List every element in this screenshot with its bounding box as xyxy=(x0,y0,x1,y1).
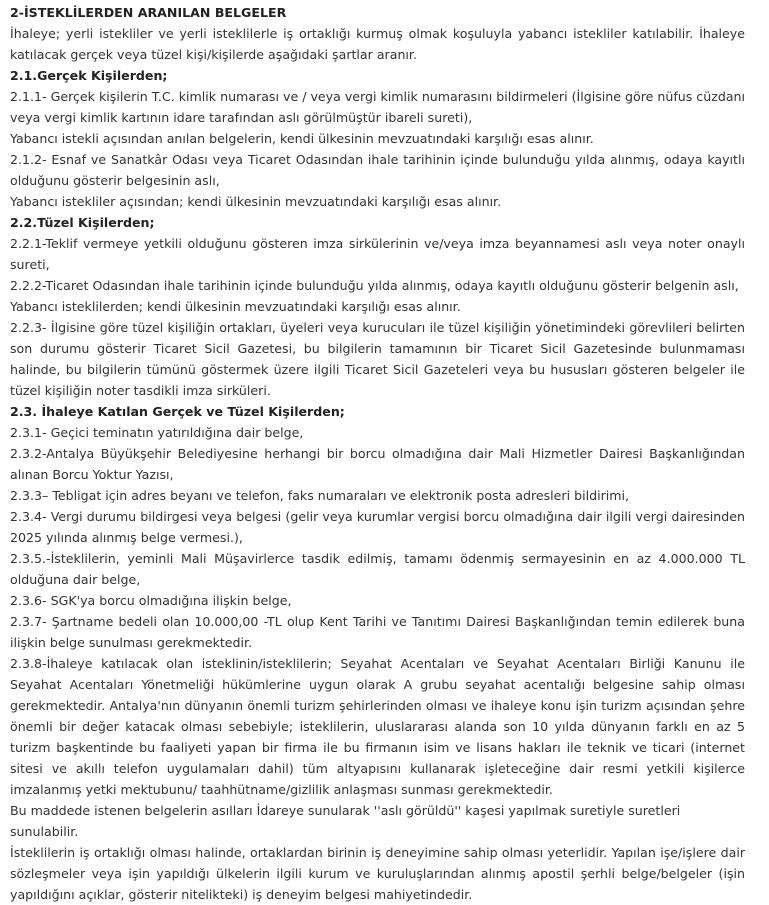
item-2-3-4: 2.3.4- Vergi durumu bildirgesi veya belgesi (gelir veya kurumlar vergisi borcu olmadığına dair ilgili vergi dairesinden 2025 yılında alınmış belge vermesi.), xyxy=(10,509,745,545)
item-2-1-2: 2.1.2- Esnaf ve Sanatkâr Odası veya Ticaret Odasından ihale tarihinin içinde bulunduğu yılda alınmış, odaya kayıtlı olduğunu gösterir belgesinin aslı, xyxy=(10,152,745,188)
item-2-3-5: 2.3.5.-İsteklilerin, yeminli Mali Müşavirlerce tasdik edilmiş, tamamı ödenmiş sermayesinin en az 4.000.000 TL olduğuna dair belge, xyxy=(10,551,745,587)
item-2-3-3: 2.3.3– Tebligat için adres beyanı ve telefon, faks numaraları ve elektronik posta adresleri bildirimi, xyxy=(10,488,630,503)
heading-ihaleye-katilan: 2.3. İhaleye Katılan Gerçek ve Tüzel Kişilerden; xyxy=(10,404,345,419)
item-2-2-3: 2.2.3- İlgisine göre tüzel kişiliğin ortakları, üyeleri veya kurucuları ile tüzel kişiliğin yönetimindeki görevlileri belirten son durumu gösterir Ticaret Sicil Gazetesi, bu bilgilerin tamamının bir Ticaret Sicil Gazetesinde bulunmaması halinde, bu bilgilerin tümünü göstermek üzere ilgili Ticaret Sicil Gazeteleri veya bu hususları gösteren belgeler ile tüzel kişiliğin noter tasdikli imza sirküleri. xyxy=(10,320,745,398)
closing-paragraph-2: İsteklilerin iş ortaklığı olması halinde, ortaklardan birinin iş deneyimine sahip olması yeterlidir. Yapılan işe/işlere dair sözleşmeler veya işin yapıldığı ülkelerin ilgili kurum ve kuruluşlarından alınmış apostil şerhli belge/belgeler (işin yapıldığını açıklar, gösterir nitelikteki) iş deneyim belgesi mahiyetindedir. xyxy=(10,845,745,902)
section-title: 2-İSTEKLİLERDEN ARANILAN BELGELER xyxy=(10,5,287,20)
item-2-3-2: 2.3.2-Antalya Büyükşehir Belediyesine herhangi bir borcu olmadığına dair Mali Hizmetler Dairesi Başkanlığından alınan Borcu Yoktur Yazısı, xyxy=(10,446,745,482)
item-2-1-1: 2.1.1- Gerçek kişilerin T.C. kimlik numarası ve / veya vergi kimlik numarasını bildirmeleri (İlgisine göre nüfus cüzdanı veya vergi kimlik kartının idare tarafından aslı görülmüştür ibareli sureti), xyxy=(10,89,746,125)
note-2-2-2: Yabancı isteklilerden; kendi ülkesinin mevzuatındaki karşılığı esas alınır. xyxy=(10,299,461,314)
item-2-3-1: 2.3.1- Geçici teminatın yatırıldığına dair belge, xyxy=(10,425,304,440)
heading-tuzel-kisiler: 2.2.Tüzel Kişilerden; xyxy=(10,215,155,230)
item-2-2-1: 2.2.1-Teklif vermeye yetkili olduğunu gösteren imza sirkülerinin ve/veya imza beyannamesi aslı veya noter onaylı sureti, xyxy=(10,236,745,272)
intro-paragraph: İhaleye; yerli istekliler ve yerli isteklilerle iş ortaklığı kurmuş olmak koşuluyla yabancı istekliler katılabilir. İhaleye katılacak gerçek veya tüzel kişi/kişilerde aşağıdaki şartlar aranır. xyxy=(10,26,745,62)
item-2-3-8: 2.3.8-İhaleye katılacak olan isteklinin/isteklilerin; Seyahat Acentaları ve Seyahat Acentaları Birliği Kanunu ile Seyahat Acentaları Yönetmeliği hükümlerine uygun olarak A grubu seyahat acentalığı belgesine sahip olması gerekmektedir. Antalya'nın dünyanın önemli turizm şehirlerinden olması ve ihaleye konu işin turizm açısından şehre önemli bir değer katacak olması sebebiyle; isteklilerin, uluslararası alanda son 10 yılda dünyanın farklı en az 5 turizm başkentinde bu faaliyeti yapan bir firma ile bu firmanın isim ve lisans hakları ile teknik ve ticari (internet sitesi ve akıllı telefon uygulamaları dahil) tüm altyapısını kullanarak işleteceğine dair resmi yetkili kişilerce imzalanmış yetki mektubunu/ taahhütname/gizlilik anlaşması sunması gerekmektedir. xyxy=(10,656,745,797)
note-2-1-1: Yabancı istekli açısından anılan belgelerin, kendi ülkesinin mevzuatındaki karşılığı esas alınır. xyxy=(10,131,594,146)
item-2-3-7: 2.3.7- Şartname bedeli olan 10.000,00 -TL olup Kent Tarihi ve Tanıtımı Dairesi Başkanlığından temin edilerek buna ilişkin belge sunulması gerekmektedir. xyxy=(10,614,745,650)
heading-gercek-kisiler: 2.1.Gerçek Kişilerden; xyxy=(10,68,168,83)
item-2-2-2: 2.2.2-Ticaret Odasından ihale tarihinin içinde bulunduğu yılda alınmış, odaya kayıtlı olduğunu gösterir belgenin aslı, xyxy=(10,278,739,293)
closing-paragraph-1: Bu maddede istenen belgelerin asılları İdareye sunularak ''aslı görüldü'' kaşesi yapılmak suretiyle suretleri sunulabilir. xyxy=(10,803,681,839)
note-2-1-2: Yabancı istekliler açısından; kendi ülkesinin mevzuatındaki karşılığı esas alınır. xyxy=(10,194,502,209)
item-2-3-6: 2.3.6- SGK'ya borcu olmadığına ilişkin belge, xyxy=(10,593,292,608)
